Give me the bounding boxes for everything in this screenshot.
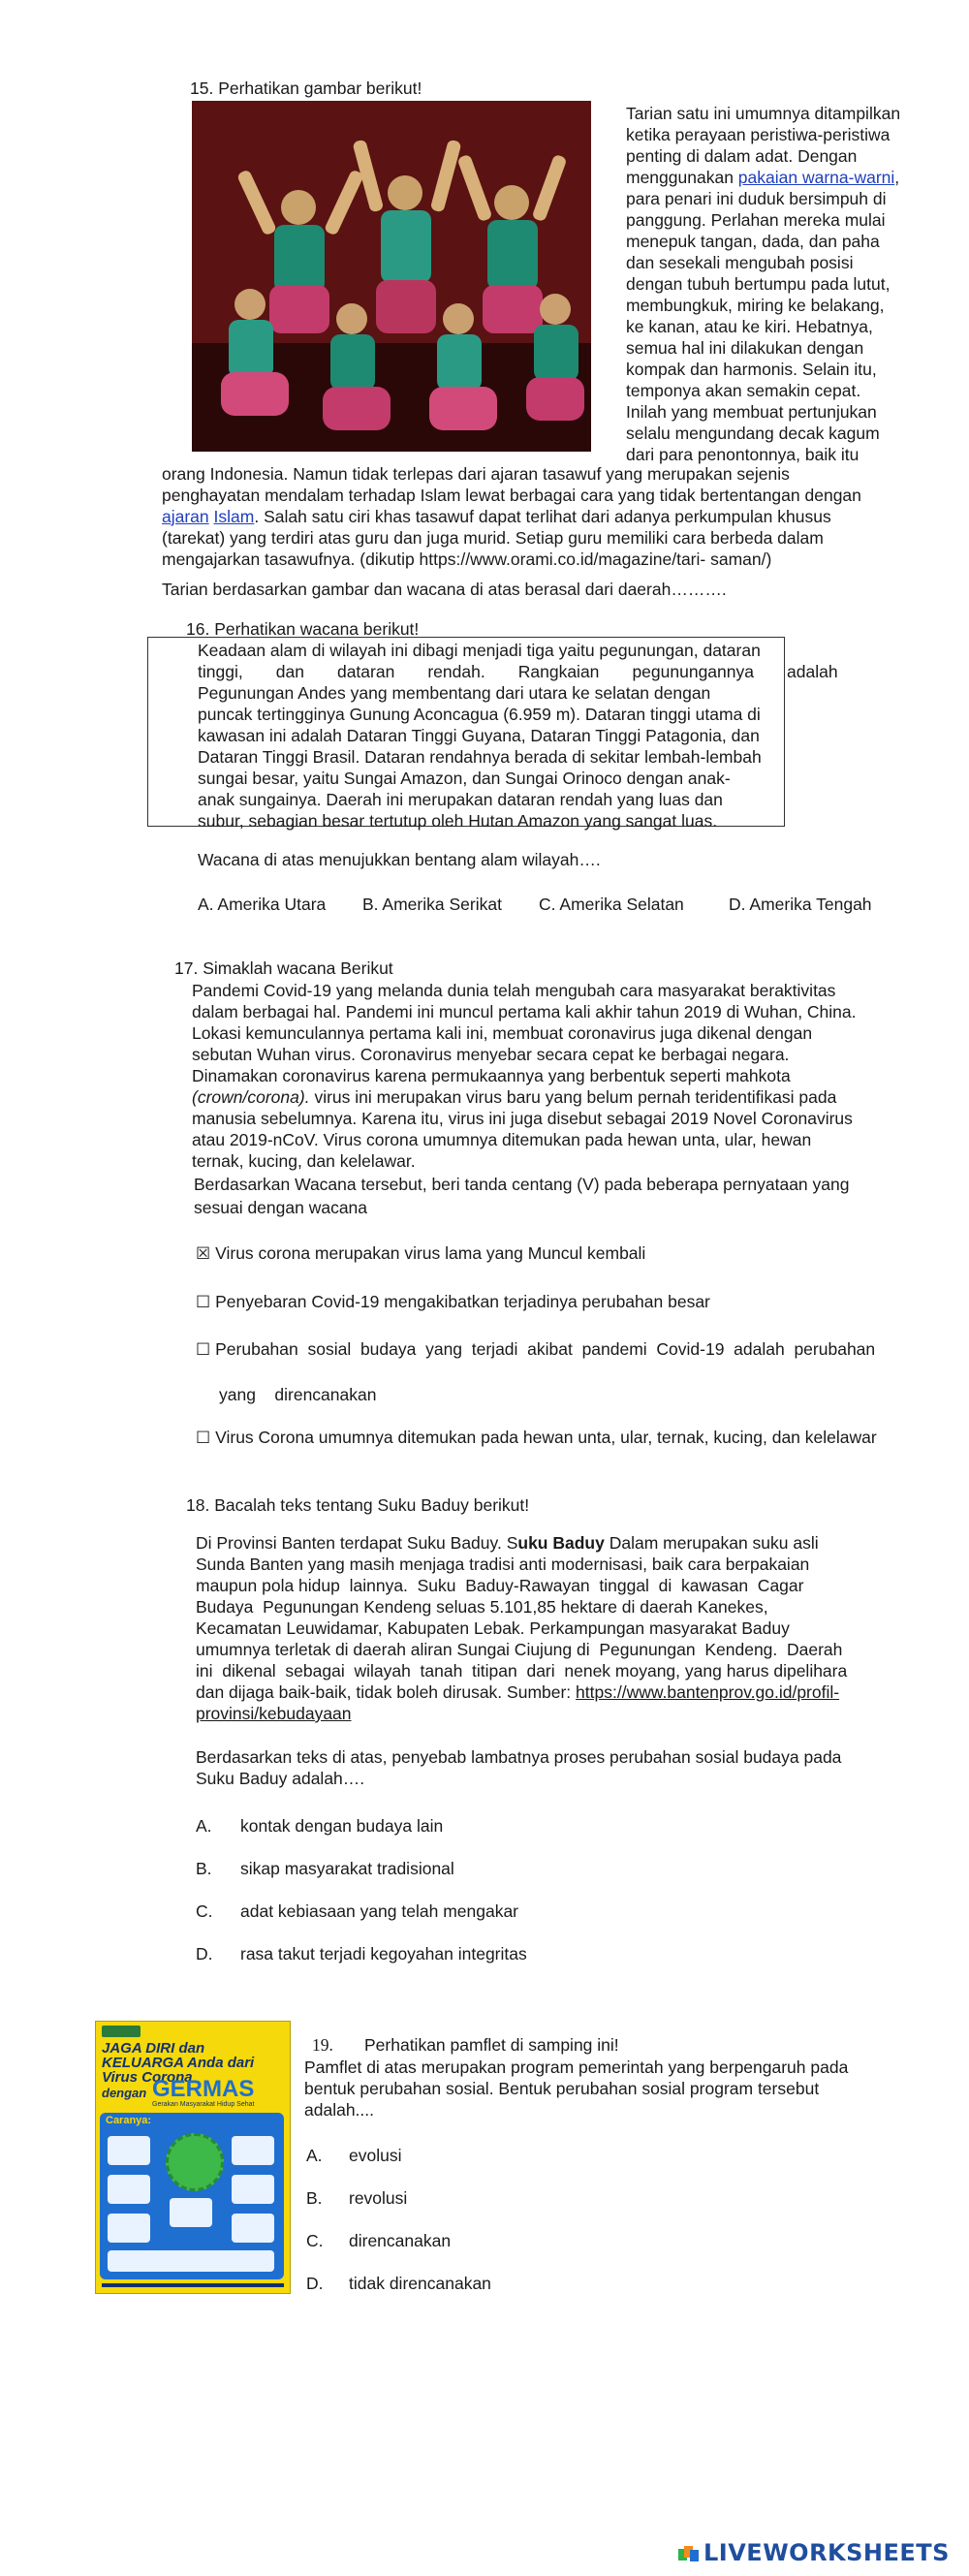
q18-text-line: Kecamatan Leuwidamar, Kabupaten Lebak. Perkampungan masyarakat Baduy [196,1618,790,1638]
statement-text: Perubahan sosial budaya yang terjadi akibat pandemi Covid-19 adalah perubahan [215,1339,876,1359]
q18-text-line: maupun pola hidup lainnya. Suku Baduy-Rawayan tinggal di kawasan Cagar [196,1576,804,1595]
q19-option-c-letter: C. [306,2231,324,2250]
q16-text-line: Pegunungan Andes yang membentang dari utara ke selatan dengan [198,683,711,703]
q17-instruction-line: Berdasarkan Wacana tersebut, beri tanda centang (V) pada beberapa pernyataan yang [194,1175,850,1194]
q19-text-line: bentuk perubahan sosial. Bentuk perubahan sosial program tersebut [304,2079,820,2098]
q19-option-a-letter: A. [306,2146,323,2165]
poster-headline-2: KELUARGA Anda dari [102,2055,255,2071]
q15-question: Tarian berdasarkan gambar dan wacana di atas berasal dari daerah………. [162,580,727,599]
q17-text-line: Lokasi kemunculannya pertama kali ini, membuat coronavirus juga dikenal dengan [192,1023,813,1043]
q15-text-line: dari para penontonnya, baik itu [626,445,860,464]
link-pakaian-warna-warni[interactable]: pakaian warna-warni [737,168,895,187]
unchecked-checkbox[interactable]: ☐ [196,1293,211,1312]
q18-option-d[interactable]: rasa takut terjadi kegoyahan integritas [240,1944,527,1963]
q17-text-line: atau 2019-nCoV. Virus corona umumnya ditemukan pada hewan unta, ular, hewan [192,1130,812,1149]
q15-text-line: panggung. Perlahan mereka mulai [626,210,886,230]
q16-text-line: Keadaan alam di wilayah ini dibagi menjadi tiga yaitu pegunungan, dataran [198,641,761,660]
tip-card [108,2214,150,2243]
q15-text-line: kompak dan harmonis. Selain itu, [626,360,877,379]
q18-text-line [196,1703,352,1724]
saman-dance-photo [192,101,591,452]
q17-crown-italic: (crown/corona). [192,1087,310,1107]
checked-checkbox[interactable]: ☒ [196,1244,211,1264]
q15-period: . [254,507,260,526]
q15-text-fragment: Salah satu ciri khas tasawuf dapat terlihat dari adanya perkumpulan khusus [264,507,831,526]
source-link[interactable]: provinsi/kebudayaan [196,1704,352,1723]
dancers-illustration [192,101,591,452]
poster-headline-3: Virus Corona [102,2069,193,2086]
q18-option-b-letter: B. [196,1859,212,1878]
q18-option-c[interactable]: adat kebiasaan yang telah mengakar [240,1901,519,1921]
link-islam[interactable]: Islam [213,507,255,526]
q16-text-line: anak sungainya. Daerah ini merupakan dataran rendah yang luas dan [198,790,723,809]
q15-text-line: semua hal ini dilakukan dengan [626,338,864,358]
q17-statement-2 [196,1291,710,1313]
q15-text-line: menepuk tangan, dada, dan paha [626,232,880,251]
q16-text-line: tinggi, dan dataran rendah. Rangkaian pegunungannya adalah [198,662,838,681]
poster-footer-bar [102,2283,284,2287]
tip-card [232,2136,274,2165]
q15-comma: , [894,168,900,187]
q17-text-line: Pandemi Covid-19 yang melanda dunia telah mengubah cara masyarakat beraktivitas [192,981,836,1000]
q18-option-a[interactable]: kontak dengan budaya lain [240,1816,444,1836]
q18-bold-suku-baduy: uku Baduy [517,1533,605,1553]
q16-text-line: Dataran Tinggi Brasil. Dataran rendahnya berada di sekitar lembah-lembah [198,747,762,767]
q16-option-b[interactable]: B. Amerika Serikat [362,895,502,914]
q19-option-b[interactable]: revolusi [349,2188,408,2208]
q18-text-line: ini dikenal sebagai wilayah tanah titipan dari nenek moyang, yang harus dipelihara [196,1661,848,1681]
tip-card [232,2175,274,2204]
q15-text-line: ke kanan, atau ke kiri. Hebatnya, [626,317,873,336]
poster-headline-4: dengan [102,2086,147,2100]
q15-text-line: temponya akan semakin cepat. [626,381,861,400]
q15-text-line: orang Indonesia. Namun tidak terlepas dari ajaran tasawuf yang merupakan sejenis [162,464,790,484]
liveworksheets-text: LIVEWORKSHEETS [703,2539,950,2566]
q18-text-line [196,1532,819,1554]
q15-text-line: dengan tubuh bertumpu pada lutut, [626,274,891,294]
logo-badge [102,2026,141,2037]
q16-title: 16. Perhatikan wacana berikut! [186,619,420,639]
q18-text-fragment: Dalam merupakan suku asli [604,1533,819,1553]
q15-text-line: Inilah yang membuat pertunjukan [626,402,877,422]
q15-text-line: penghayatan mendalam terhadap Islam lewat berbagai cara yang tidak bertentangan dengan [162,486,861,505]
q17-statement-3 [196,1338,875,1361]
q18-option-a-letter: A. [196,1816,212,1836]
q18-option-b[interactable]: sikap masyarakat tradisional [240,1859,454,1878]
statement-text: Virus corona merupakan virus lama yang Muncul kembali [215,1243,646,1263]
q17-text-fragment: virus ini merupakan virus baru yang belum pernah teridentifikasi pada [314,1087,837,1107]
q18-question-line: Berdasarkan teks di atas, penyebab lambatnya proses perubahan sosial budaya pada [196,1747,842,1767]
tip-card [108,2175,150,2204]
q15-text-line [162,506,831,527]
q18-text-line: umumnya terletak di daerah aliran Sungai Ciujung di Pegunungan Kendeng. Daerah [196,1640,843,1659]
q15-title: 15. Perhatikan gambar berikut! [190,79,422,98]
q18-text-fragment: dan dijaga baik-baik, tidak boleh dirusak. Sumber: [196,1682,577,1702]
q17-statement-1 [196,1242,645,1265]
germas-pamphlet [95,2021,291,2294]
q19-option-c[interactable]: direncanakan [349,2231,452,2250]
poster-headline-1: JAGA DIRI dan [102,2040,205,2057]
q19-text-line: adalah.... [304,2100,374,2120]
q16-option-a[interactable]: A. Amerika Utara [198,895,327,914]
q15-text-line: penting di dalam adat. Dengan [626,146,858,166]
q15-text-line: ketika perayaan peristiwa-peristiwa [626,125,891,144]
q15-text-fragment: menggunakan [626,168,738,187]
q19-option-b-letter: B. [306,2188,323,2208]
q18-text-line: Sunda Banten yang masih menjaga tradisi anti modernisasi, baik cara berpakaian [196,1555,810,1574]
liveworksheets-logo[interactable] [678,2539,950,2566]
unchecked-checkbox[interactable]: ☐ [196,1340,211,1360]
q17-text-line: manusia sebelumnya. Karena itu, virus ini juga disebut sebagai 2019 Novel Coronavirus [192,1109,853,1128]
q15-text-line: dan sesekali mengubah posisi [626,253,854,272]
q18-option-c-letter: C. [196,1901,213,1921]
q17-text-line [192,1086,836,1108]
q15-text-line: selalu mengundang decak kagum [626,424,880,443]
q18-text-fragment: Di Provinsi Banten terdapat Suku Baduy. S [196,1533,518,1553]
q19-title: Perhatikan pamflet di samping ini! [364,2035,619,2055]
poster-subtitle: Gerakan Masyarakat Hidup Sehat [152,2101,255,2108]
q16-text-line: kawasan ini adalah Dataran Tinggi Guyana, Dataran Tinggi Patagonia, dan [198,726,760,745]
q17-title: 17. Simaklah wacana Berikut [174,958,393,978]
q18-option-d-letter: D. [196,1944,213,1963]
tip-card [170,2198,212,2227]
tip-card [108,2250,274,2272]
q15-text-line: para penari ini duduk bersimpuh di [626,189,887,208]
q16-question: Wacana di atas menujukkan bentang alam wilayah…. [198,850,601,869]
q17-statement-3-cont: yang direncanakan [219,1385,377,1404]
tip-card [232,2214,274,2243]
source-link[interactable]: https://www.bantenprov.go.id/profil- [576,1682,840,1702]
q18-question-line: Suku Baduy adalah…. [196,1769,365,1788]
q17-text-line: dalam berbagai hal. Pandemi ini muncul pertama kali akhir tahun 2019 di Wuhan, China. [192,1002,857,1021]
q19-number: 19. [312,2035,333,2055]
q15-text-line: mengajarkan tasawufnya. (dikutip https://www.orami.co.id/magazine/tari- saman/) [162,550,772,569]
q16-text-line: subur, sebagian besar tertutup oleh Hutan Amazon yang sangat luas. [198,811,718,831]
q17-statement-4 [196,1427,877,1449]
statement-text: Penyebaran Covid-19 mengakibatkan terjadinya perubahan besar [215,1292,710,1311]
q16-text-line: sungai besar, yaitu Sungai Amazon, dan Sungai Orinoco dengan anak- [198,769,731,788]
q15-text-line: Tarian satu ini umumnya ditampilkan [626,104,901,123]
q18-title: 18. Bacalah teks tentang Suku Baduy berikut! [186,1495,530,1515]
q17-text-line: Dinamakan coronavirus karena permukaannya yang berbentuk seperti mahkota [192,1066,791,1085]
q16-option-c[interactable]: C. Amerika Selatan [539,895,684,914]
link-ajaran[interactable]: ajaran [162,507,209,526]
q19-option-a[interactable]: evolusi [349,2146,402,2165]
poster-caranya: Caranya: [106,2115,152,2126]
statement-text: Virus Corona umumnya ditemukan pada hewan unta, ular, ternak, kucing, dan kelelawar [215,1428,877,1447]
q17-text-line: ternak, kucing, dan kelelawar. [192,1151,416,1171]
liveworksheets-icon [678,2541,700,2559]
q19-text-line: Pamflet di atas merupakan program pemerintah yang berpengaruh pada [304,2058,849,2077]
q15-text-line [626,167,899,188]
q16-option-d[interactable]: D. Amerika Tengah [729,895,872,914]
q16-text-line: puncak tertingginya Gunung Aconcagua (6.959 m). Dataran tinggi utama di [198,705,761,724]
virus-icon [166,2133,224,2191]
q18-text-line: Budaya Pegunungan Kendeng seluas 5.101,85 hektare di daerah Kanekes, [196,1597,768,1617]
q17-text-line: sebutan Wuhan virus. Coronavirus menyebar secara cepat ke berbagai negara. [192,1045,790,1064]
q15-text-line: (tarekat) yang terdiri atas guru dan juga murid. Setiap guru memiliki cara berbeda dalam [162,528,824,548]
unchecked-checkbox[interactable]: ☐ [196,1429,211,1448]
q17-instruction-line: sesuai dengan wacana [194,1198,368,1217]
q15-text-line: membungkuk, miring ke belakang, [626,296,885,315]
tip-card [108,2136,150,2165]
q19-option-d[interactable]: tidak direncanakan [349,2274,491,2293]
q18-text-line [196,1681,839,1703]
q19-option-d-letter: D. [306,2274,324,2293]
poster-germas: GERMAS [152,2076,255,2102]
